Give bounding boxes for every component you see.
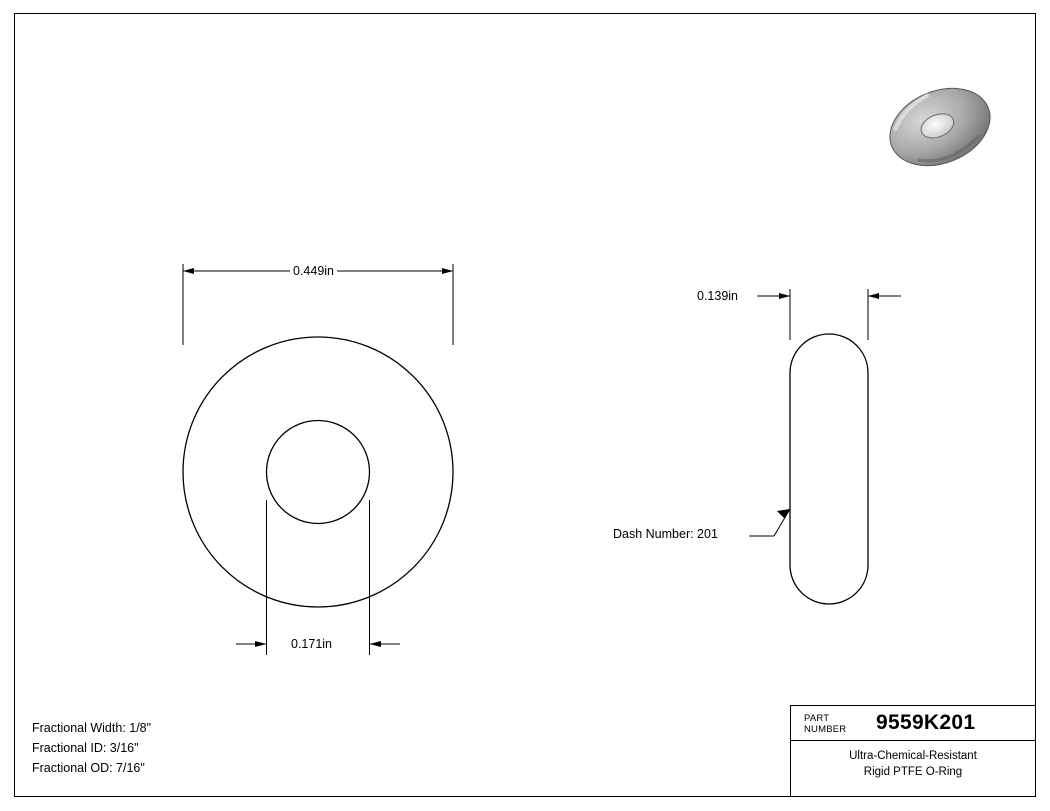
side-view-profile — [790, 334, 868, 604]
title-block-description — [790, 741, 1036, 780]
part-number-label — [804, 713, 846, 735]
o-ring-isometric-icon — [884, 52, 996, 202]
width-arrow-left — [779, 293, 790, 299]
part-number-value: 9559K201 — [876, 711, 976, 734]
spec-fractional-od: Fractional OD: 7/16" — [32, 761, 145, 775]
od-arrow-left — [183, 268, 194, 274]
front-view-inner-circle — [267, 421, 370, 524]
od-dimension-text: 0.449in — [290, 264, 337, 278]
dash-number-arrowhead — [777, 509, 790, 518]
od-arrow-right — [442, 268, 453, 274]
width-arrow-right — [868, 293, 879, 299]
id-dimension-text: 0.171in — [288, 637, 335, 651]
spec-fractional-width: Fractional Width: 1/8" — [32, 721, 152, 735]
spec-fractional-id: Fractional ID: 3/16" — [32, 741, 139, 755]
dash-number-label: Dash Number: 201 — [610, 527, 721, 541]
description-line1: Ultra-Chemical-Resistant — [849, 750, 977, 762]
front-view-outer-circle — [183, 337, 453, 607]
width-dimension-text: 0.139in — [694, 289, 741, 303]
id-arrow-left — [255, 641, 267, 647]
id-arrow-right — [370, 641, 382, 647]
title-block-part-row — [790, 705, 1036, 741]
specification-list — [32, 718, 151, 778]
title-block — [790, 705, 1036, 797]
description-line2: Rigid PTFE O-Ring — [863, 766, 963, 778]
part-label-line1: PART — [804, 713, 830, 724]
part-label-line2: NUMBER — [804, 724, 847, 735]
